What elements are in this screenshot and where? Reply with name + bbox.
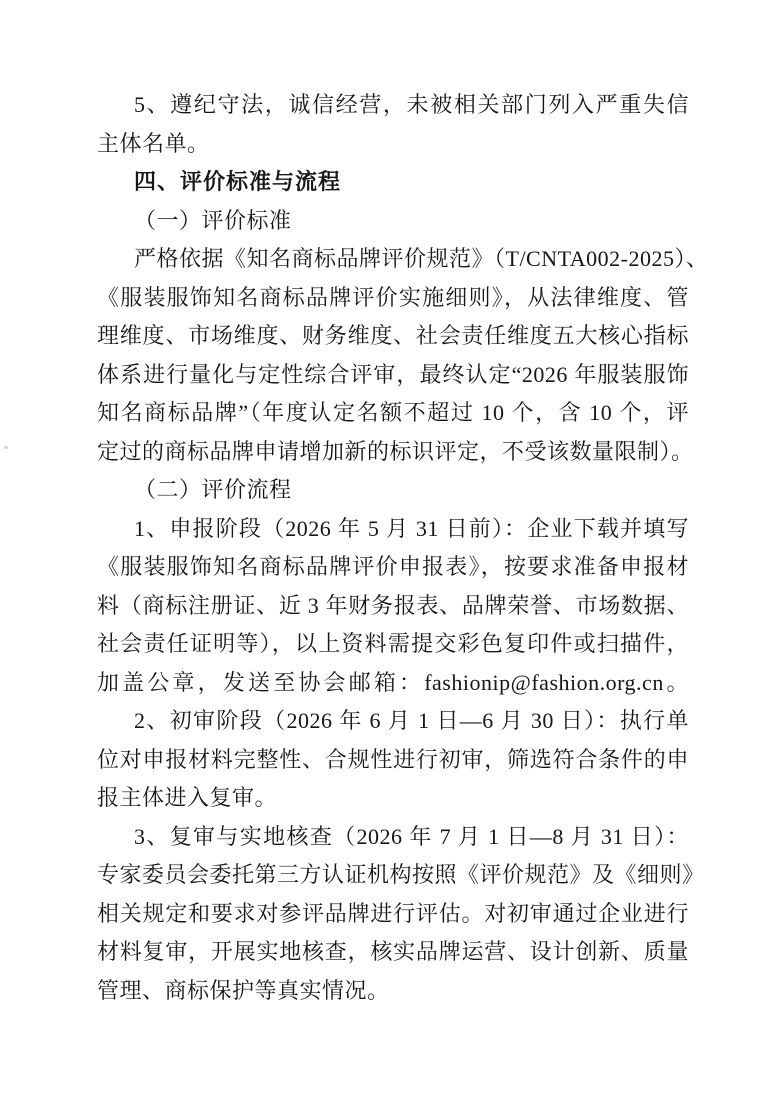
text-line: 材料复审，开展实地核查，核实品牌运营、设计创新、质量 <box>97 939 689 964</box>
text-line: 5、遵纪守法，诚信经营，未被相关部门列入严重失信 <box>134 92 689 117</box>
text-line: （二）评价流程 <box>134 477 292 502</box>
text-line: （一）评价标准 <box>134 207 292 233</box>
document-body <box>97 86 709 1010</box>
section-heading-line: 四、评价标准与流程 <box>134 169 342 194</box>
text-line: 社会责任证明等），以上资料需提交彩色复印件或扫描件， <box>97 631 689 656</box>
text-line: 理维度、市场维度、财务维度、社会责任维度五大核心指标 <box>97 323 689 348</box>
scan-speck-artifact <box>4 446 8 449</box>
text-line: 1、申报阶段（2026 年 5 月 31 日前）：企业下载并填写 <box>134 515 689 541</box>
text-line: 专家委员会委托第三方认证机构按照《评价规范》及《细则》 <box>97 862 705 887</box>
text-line: 定过的商标品牌申请增加新的标识评定，不受该数量限制）。 <box>97 438 694 464</box>
text-line: 位对申报材料完整性、合规性进行初审，筛选符合条件的申 <box>97 746 689 772</box>
text-line: 知名商标品牌”（年度认定名额不超过 10 个，含 10 个，评 <box>97 400 689 425</box>
text-line: 料（商标注册证、近 3 年财务报表、品牌荣誉、市场数据、 <box>97 592 689 618</box>
text-line: 严格依据《知名商标品牌评价规范》（T/CNTA002-2025）、 <box>134 246 709 271</box>
text-line: 体系进行量化与定性综合评审，最终认定“2026 年服装服饰 <box>97 361 689 387</box>
text-line: 3、复审与实地核查（2026 年 7 月 1 日—8 月 31 日）： <box>134 823 689 849</box>
text-line: 2、初审阶段（2026 年 6 月 1 日—6 月 30 日）：执行单 <box>134 708 689 733</box>
text-line: 加盖公章，发送至协会邮箱：fashionip@fashion.org.cn。 <box>97 669 689 695</box>
text-line: 主体名单。 <box>97 130 210 156</box>
text-line: 报主体进入复审。 <box>97 785 278 810</box>
text-line: 《服装服饰知名商标品牌评价实施细则》，从法律维度、管 <box>97 284 689 310</box>
text-line: 管理、商标保护等真实情况。 <box>97 977 390 1003</box>
text-line: 《服装服饰知名商标品牌评价申报表》，按要求准备申报材 <box>97 554 689 579</box>
text-line: 相关规定和要求对参评品牌进行评估。对初审通过企业进行 <box>97 900 689 926</box>
